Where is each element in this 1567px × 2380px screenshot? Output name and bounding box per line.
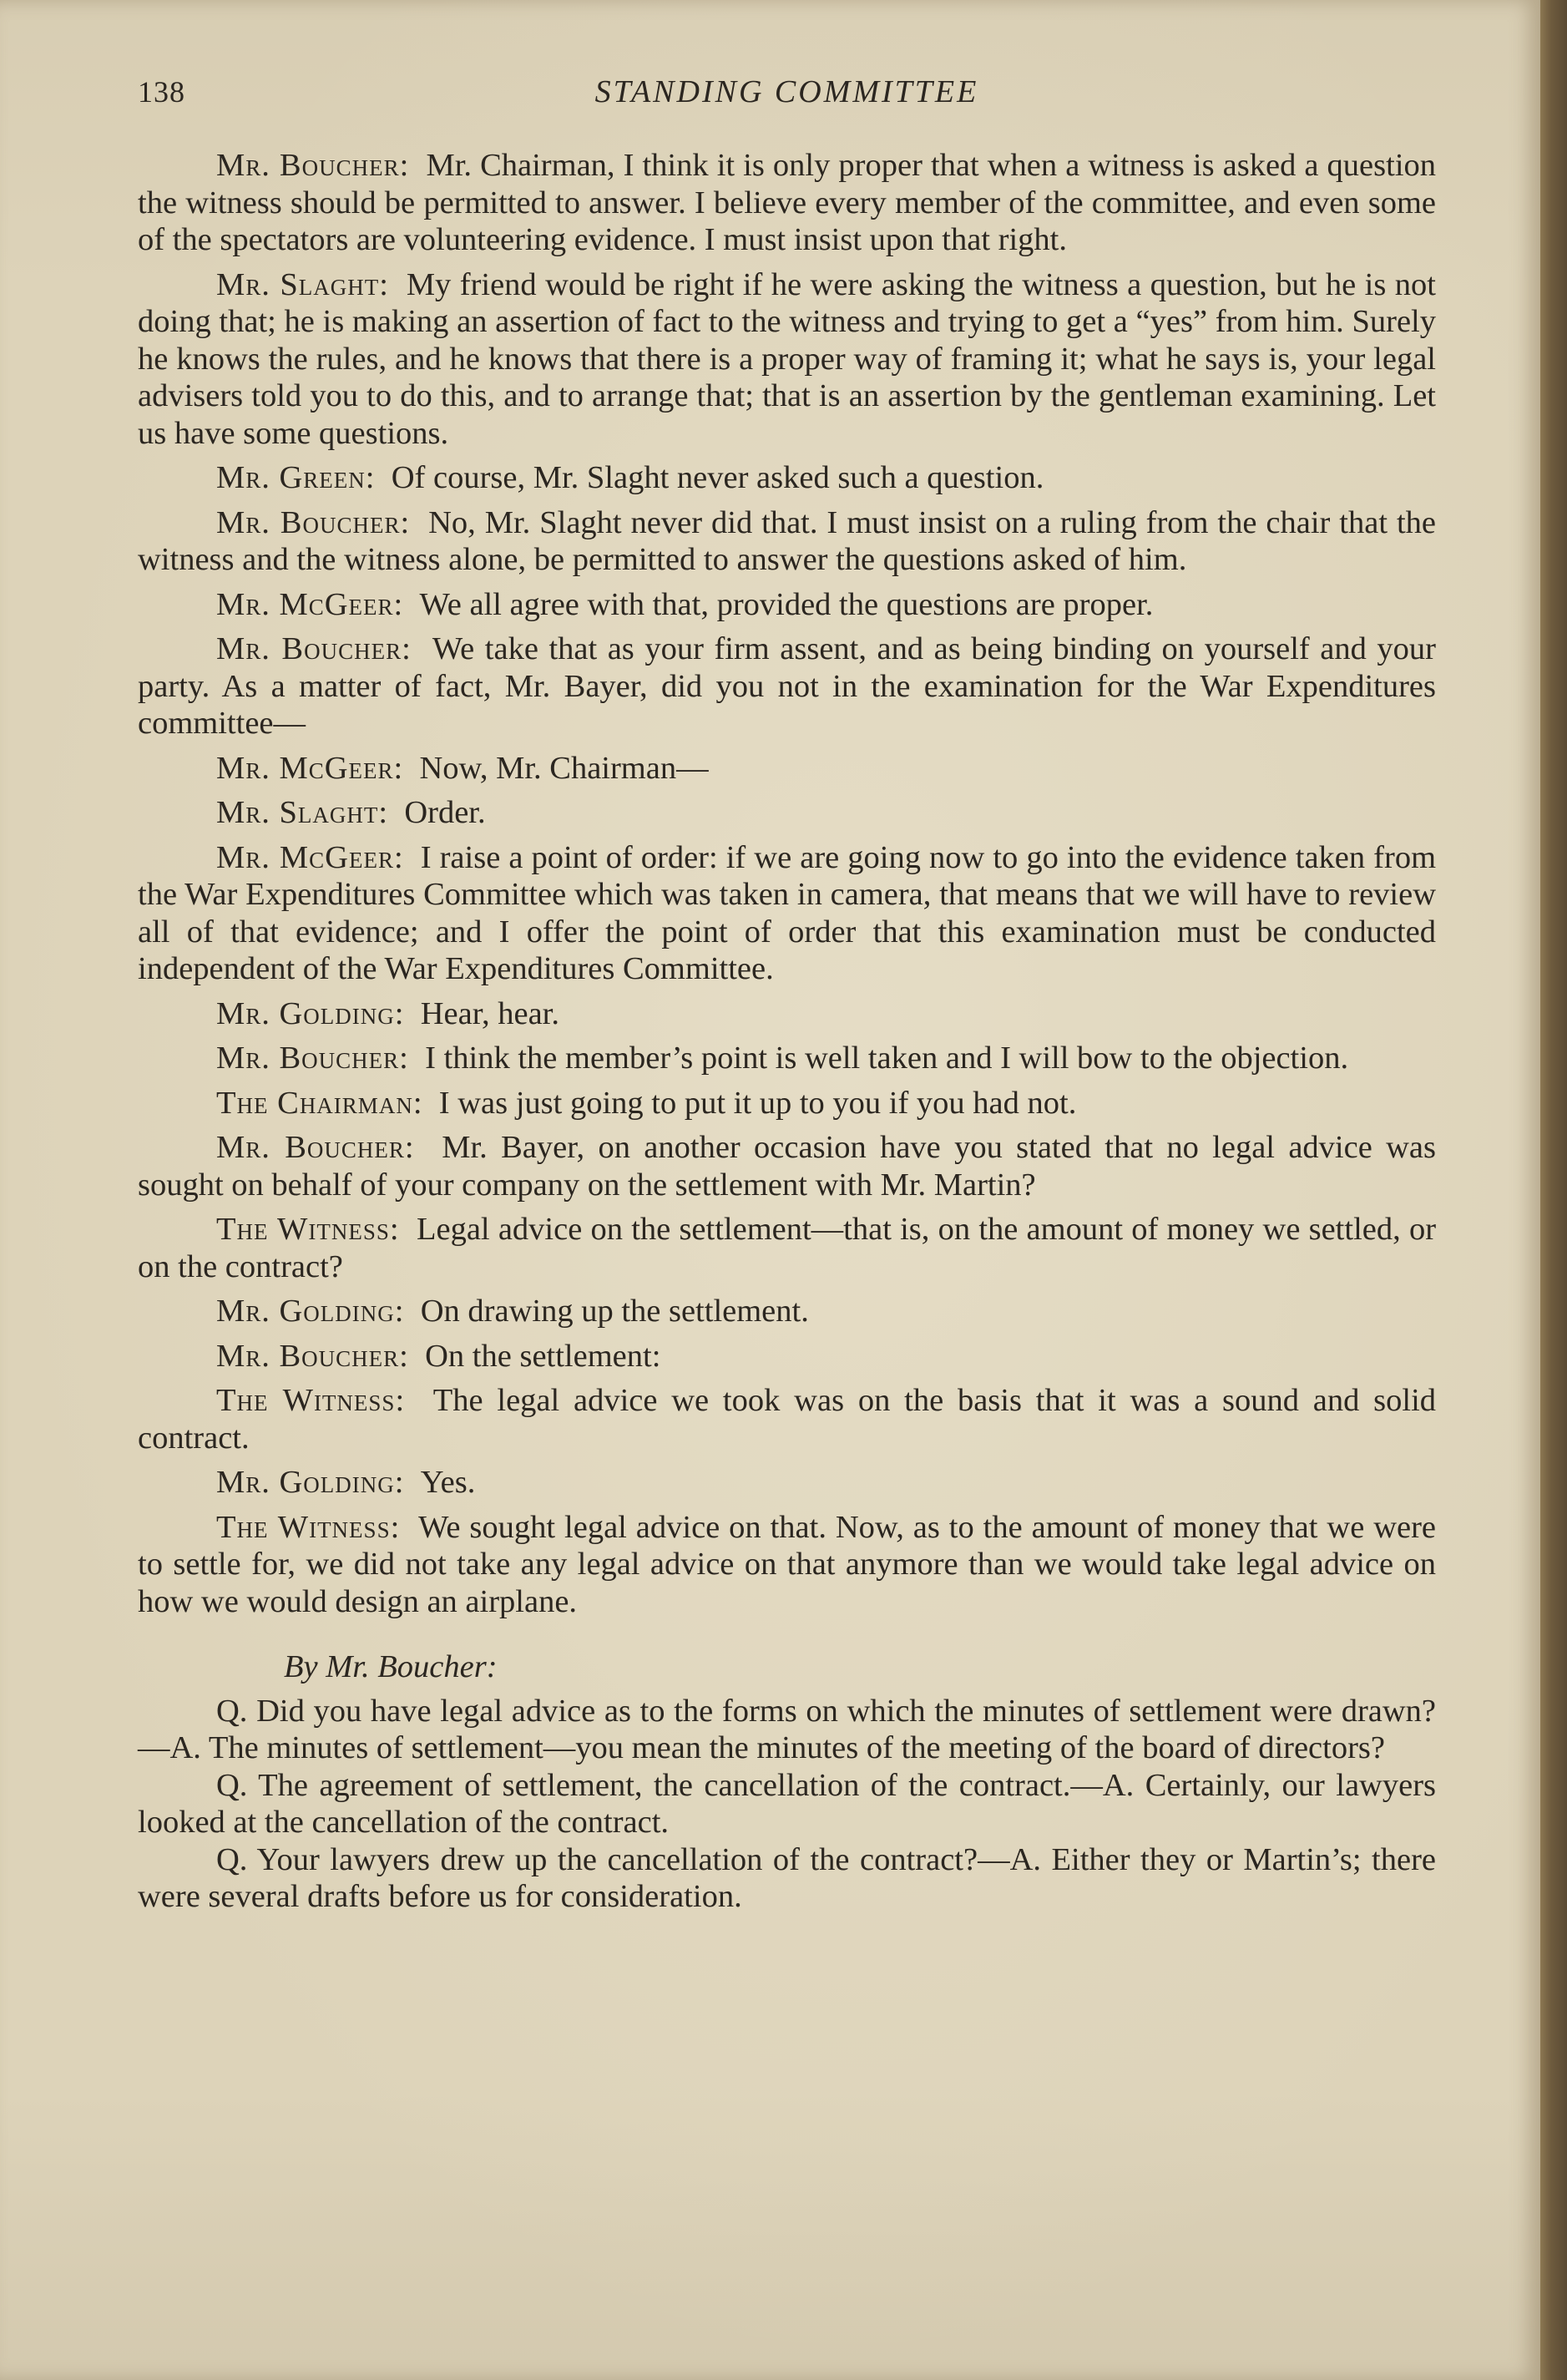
speaker-name: Mr. Boucher:: [216, 631, 412, 666]
transcript-paragraph: [138, 630, 1436, 742]
speech-text: We sought legal advice on that. Now, as to the amount of money that we were to settle for, we did not take any legal advice on that anymore than we would take legal advice on how we would design an airplane.: [138, 1509, 1437, 1619]
transcript-paragraph: [138, 1382, 1436, 1456]
transcript-paragraph: [138, 459, 1436, 497]
page-header: [138, 73, 1436, 110]
page-number: 138: [138, 75, 185, 109]
transcript-paragraph: [138, 1211, 1436, 1285]
speaker-name: The Witness:: [216, 1383, 406, 1418]
speaker-name: Mr. Boucher:: [216, 1338, 409, 1374]
transcript-paragraph: [138, 1040, 1436, 1077]
speaker-name: Mr. Golding:: [216, 1465, 405, 1500]
qa-paragraph: Q. Your lawyers drew up the cancellation of the contract?—A. Either they or Martin’s; there were several drafts before us for consideration.: [138, 1841, 1436, 1914]
speaker-name: Mr. Boucher:: [216, 148, 410, 183]
speech-text: Mr. Bayer, on another occasion have you stated that no legal advice was sought on behalf of your company on the settlement with Mr. Martin?: [138, 1130, 1436, 1203]
speech-text: On drawing up the settlement.: [420, 1294, 809, 1329]
transcript: [138, 147, 1436, 1620]
transcript-paragraph: [138, 504, 1436, 579]
running-head: STANDING COMMITTEE: [594, 74, 979, 109]
speaker-name: Mr. Boucher:: [216, 1041, 409, 1076]
speaker-name: Mr. Green:: [216, 460, 376, 495]
transcript-paragraph: [138, 750, 1436, 787]
transcript-paragraph: [138, 1085, 1436, 1122]
speaker-name: Mr. Slaght:: [216, 266, 389, 302]
question-answer-block: [138, 1693, 1436, 1916]
transcript-paragraph: [138, 1129, 1436, 1203]
speech-text: I raise a point of order: if we are going now to go into the evidence taken from the War Expenditures Committee which was taken in camera, that means that we will have to review all of that evidence; and I offer the point of order that this examination must be conducted independent of the War Expenditures Committee.: [138, 839, 1437, 986]
transcript-paragraph: [138, 1464, 1436, 1501]
speaker-name: Mr. Golding:: [216, 1294, 405, 1329]
transcript-paragraph: [138, 266, 1436, 453]
transcript-paragraph: [138, 586, 1436, 624]
transcript-paragraph: [138, 1338, 1436, 1375]
speech-text: We take that as your firm assent, and as being binding on yourself and your party. As a matter of fact, Mr. Bayer, did you not in the examination for the War Expenditures committee—: [138, 631, 1436, 741]
speech-text: Legal advice on the settlement—that is, on the amount of money we settled, or on the contract?: [138, 1212, 1437, 1284]
speaker-name: The Witness:: [216, 1509, 401, 1545]
speaker-name: Mr. McGeer:: [216, 586, 404, 622]
speech-text: Order.: [404, 795, 486, 830]
speech-text: Mr. Chairman, I think it is only proper that when a witness is asked a question the witness should be permitted to answer. I believe every member of the committee, and even some of the spectators are volunteering evidence. I must insist upon that right.: [138, 148, 1437, 257]
transcript-paragraph: [138, 995, 1436, 1033]
speaker-name: Mr. Golding:: [216, 995, 405, 1031]
qa-paragraph: Q. The agreement of settlement, the cancellation of the contract.—A. Certainly, our lawyers looked at the cancellation of the contract.: [138, 1767, 1436, 1840]
speaker-name: Mr. Boucher:: [216, 504, 411, 540]
transcript-paragraph: [138, 794, 1436, 832]
speaker-name: Mr. Slaght:: [216, 795, 389, 830]
speech-text: I was just going to put it up to you if you had not.: [438, 1085, 1077, 1121]
speaker-name: Mr. McGeer:: [216, 839, 404, 875]
transcript-paragraph: [138, 1509, 1436, 1621]
speech-text: Now, Mr. Chairman—: [419, 750, 709, 786]
page-content: [138, 73, 1436, 1916]
speech-text: I think the member’s point is well taken and I will bow to the objection.: [425, 1041, 1349, 1076]
speaker-name: The Chairman:: [216, 1085, 423, 1121]
page-edge-background: [1540, 0, 1567, 2380]
speaker-name: The Witness:: [216, 1212, 400, 1247]
transcript-paragraph: [138, 147, 1436, 259]
speech-text: On the settlement:: [425, 1338, 661, 1374]
speech-text: Yes.: [420, 1465, 476, 1500]
speaker-name: Mr. McGeer:: [216, 750, 404, 786]
speech-text: Hear, hear.: [420, 995, 559, 1031]
speech-text: We all agree with that, provided the questions are proper.: [419, 586, 1154, 622]
transcript-paragraph: [138, 839, 1436, 988]
qa-paragraph: Q. Did you have legal advice as to the forms on which the minutes of settlement were drawn?—A. The minutes of settlement—you mean the minutes of the meeting of the board of directors?: [138, 1693, 1436, 1765]
speech-text: Of course, Mr. Slaght never asked such a question.: [391, 460, 1044, 495]
transcript-paragraph: [138, 1293, 1436, 1330]
speech-text: My friend would be right if he were asking the witness a question, but he is not doing that; he is making an assertion of fact to the witness and trying to get a “yes” from him. Surely he knows the rules, and he knows that there is a proper way of framing it; what he says is, your legal advisers told you to do this, and to arrange that; that is an assertion by the gentleman examining. Let us have some questions.: [138, 266, 1436, 451]
examination-heading: By Mr. Boucher:: [284, 1649, 498, 1684]
speaker-name: Mr. Boucher:: [216, 1130, 415, 1165]
speech-text: No, Mr. Slaght never did that. I must insist on a ruling from the chair that the witness and the witness alone, be permitted to answer the questions asked of him.: [138, 504, 1437, 577]
speech-text: The legal advice we took was on the basis that it was a sound and solid contract.: [138, 1383, 1437, 1456]
